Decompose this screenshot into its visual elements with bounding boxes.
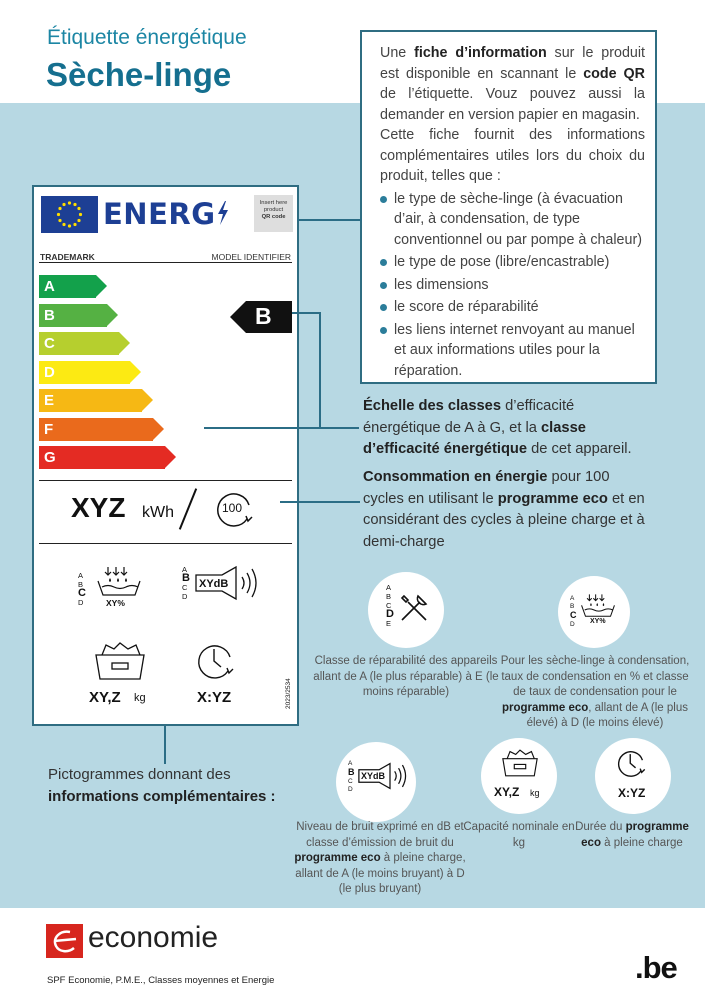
repairability-class-letters: A B C D E xyxy=(386,583,394,628)
condensation-class-letters: A B C D xyxy=(570,595,577,628)
list-item: le type de pose (libre/encastrable) xyxy=(380,252,645,273)
info-paragraph-list-intro: Cette fiche fournit des informations complémentaires utiles lors du choix du produit, telles que : xyxy=(380,127,645,184)
organization-name: SPF Economie, P.M.E., Classes moyennes et Energie xyxy=(47,975,275,986)
consumption-explanation: Consommation en énergie pour 100 cycles en utilisant le programme eco et en considérant des cycles à pleine charge et à demi-charge xyxy=(363,469,645,550)
current-class-indicator: B xyxy=(230,301,292,333)
energy-consumption-value: XYZ xyxy=(71,492,126,523)
trademark: TRADEMARK xyxy=(40,252,95,262)
capacity-unit: kg xyxy=(530,788,540,798)
list-item: les liens internet renvoyant au manuel et aux informations utiles pour la réparation. xyxy=(380,320,645,382)
efficiency-class-bar xyxy=(39,389,142,412)
brand-name: economie xyxy=(88,921,219,954)
page-title: Sèche-linge xyxy=(46,56,232,93)
condensation-value: XY% xyxy=(106,598,125,608)
slash-divider xyxy=(179,488,197,530)
list-item: les dimensions xyxy=(380,275,645,296)
laundry-basket-icon xyxy=(500,748,540,783)
lightning-icon xyxy=(216,200,230,226)
efficiency-class-bar xyxy=(39,446,165,469)
efficiency-class-letter: D xyxy=(44,363,55,381)
condensation-icon xyxy=(580,594,616,631)
trademark-row xyxy=(39,252,292,263)
capacity-value: XY,Z xyxy=(89,689,121,706)
economie-logo-icon xyxy=(46,924,83,958)
list-item: le score de réparabilité xyxy=(380,297,645,318)
laundry-basket-icon xyxy=(92,641,148,686)
energy-label xyxy=(32,185,299,726)
info-box xyxy=(360,30,657,384)
be-logo: .be xyxy=(635,950,677,985)
pictograms-title: Pictogrammes donnant des informations complémentaires : xyxy=(48,766,276,805)
efficiency-class-bar xyxy=(39,304,107,327)
efficiency-class-letter: E xyxy=(44,392,55,409)
connector-line xyxy=(280,501,360,503)
noise-class-letters: A B C D xyxy=(348,760,355,793)
connector-line xyxy=(319,312,321,429)
efficiency-class-letter: F xyxy=(44,420,54,438)
efficiency-class-letter: B xyxy=(44,306,55,324)
efficiency-class-letter: C xyxy=(44,335,55,352)
info-list xyxy=(380,189,645,382)
efficiency-class-bar xyxy=(39,361,130,384)
regulation-code: 2023/2534 xyxy=(285,678,292,709)
condensation-class-letters: A B C D xyxy=(78,571,86,607)
efficiency-class-bar xyxy=(39,275,96,298)
info-paragraph-qr: Une fiche d’information sur le produit est disponible en scannant le code QR de l’étiquette. Vouz pouvez aussi la demander en version papier en magasin. xyxy=(380,45,645,123)
duration-caption: Durée du programme eco à pleine charge xyxy=(575,821,689,849)
connector-line xyxy=(292,312,321,314)
capacity-unit: kg xyxy=(134,692,146,704)
divider xyxy=(39,543,292,544)
condensation-caption: Pour les sèche-linge à condensation, taux de condensation en % et classe de taux de condensation pour le programme eco, allant de A (le plus élevé) à D (le moins élevé) xyxy=(500,655,690,729)
efficiency-class-letter: A xyxy=(44,278,55,295)
scale-explanation: Échelle des classes d’efficacité énergétique de A à G, et la classe d’efficacité énergétique de cet appareil. xyxy=(363,398,632,457)
capacity-value: XY,Z xyxy=(494,785,520,799)
noise-caption: Niveau de bruit exprimé en dB et classe d’émission de bruit du programme eco à pleine charge, allant de A (le moins bruyant) à D (le plus bruyant) xyxy=(294,821,466,895)
connector-line xyxy=(204,427,359,429)
connector-line xyxy=(297,219,362,221)
noise-value: XYdB xyxy=(199,578,229,590)
repairability-caption: Classe de réparabilité des appareils allant de A (le plus réparable) à E (le moins réparable) xyxy=(313,655,499,698)
noise-class-letters: A B C D xyxy=(182,565,190,601)
clock-icon xyxy=(194,641,236,688)
eu-flag-icon xyxy=(41,196,98,233)
capacity-caption: Capacité nominale en kg xyxy=(463,821,575,849)
efficiency-class-bar xyxy=(39,332,119,355)
energ-wordmark: ENERG xyxy=(103,197,230,231)
qr-code-placeholder: Insert here product QR code xyxy=(254,195,293,232)
energy-unit: kWh xyxy=(142,504,174,521)
connector-line xyxy=(164,726,166,764)
cycles-count: 100 xyxy=(221,501,243,515)
model-identifier: MODEL IDENTIFIER xyxy=(211,252,291,262)
clock-icon xyxy=(615,748,647,785)
cycles-icon xyxy=(213,489,255,531)
list-item: le type de sèche-linge (à évacuation d’air, à condensation, de type conventionnel ou par pompe à chaleur) xyxy=(380,189,645,251)
page-subtitle: Étiquette énergétique xyxy=(47,26,247,49)
duration-value: X:YZ xyxy=(618,786,646,800)
efficiency-class-letter: G xyxy=(44,449,56,466)
tools-icon xyxy=(398,592,430,629)
noise-value: XYdB xyxy=(361,771,386,781)
condensation-value: XY% xyxy=(590,618,606,625)
efficiency-class-bar xyxy=(39,418,153,441)
divider xyxy=(39,480,292,481)
duration-value: X:YZ xyxy=(197,689,232,706)
